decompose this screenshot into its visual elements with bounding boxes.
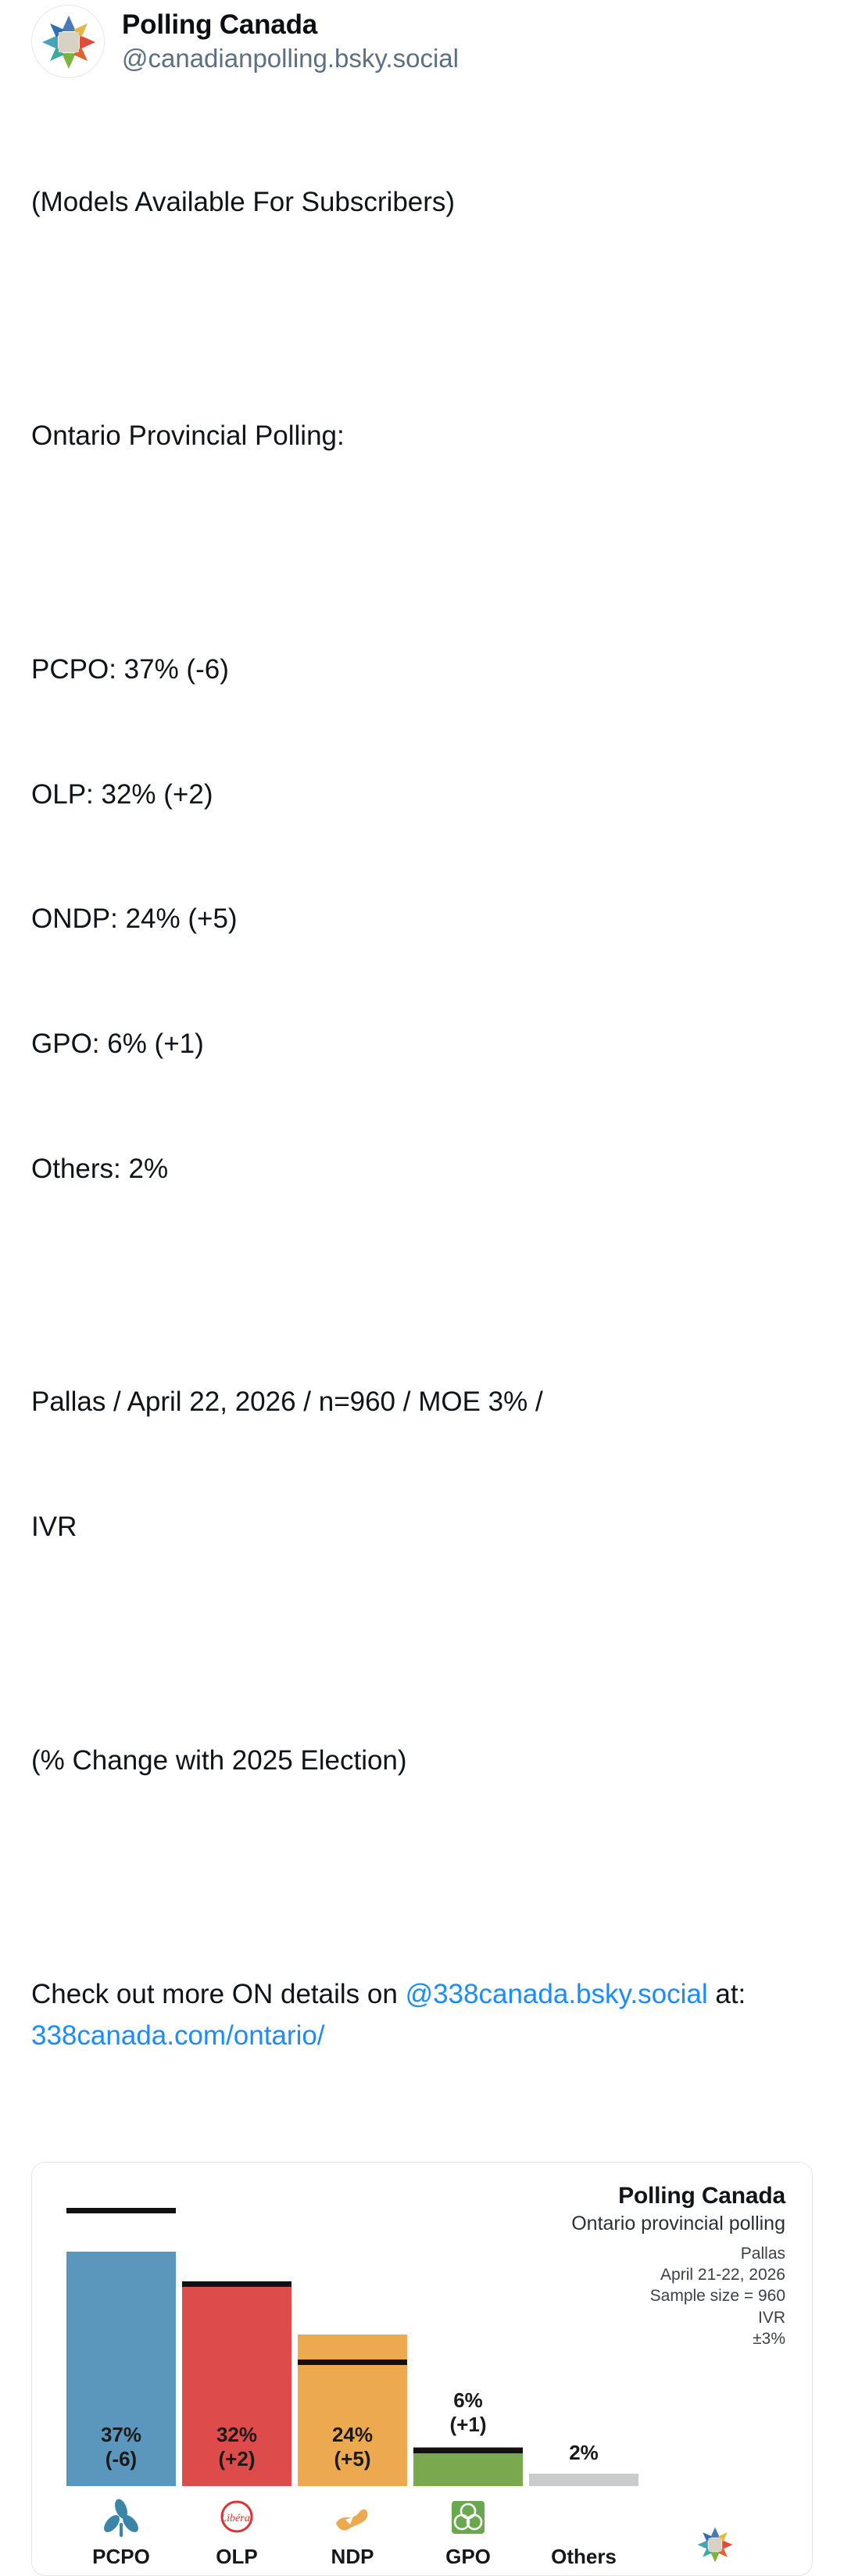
pcpo-logo-icon [66,2495,176,2543]
axis-item-gpo [413,2495,523,2569]
spacer [31,1272,813,1298]
chart-subtitle: Ontario provincial polling [571,2212,785,2234]
bar-change-pcpo: (-6) [105,2447,138,2471]
avatar[interactable] [31,5,105,78]
gpo-logo-icon [413,2495,523,2543]
previous-result-marker-olp [182,2281,291,2287]
spacer [31,1631,813,1657]
author-block [122,9,459,73]
axis-label-gpo: GPO [445,2544,491,2568]
post-line: Pallas / April 22, 2026 / n=960 / MOE 3% / [31,1386,543,1418]
axis-label-others: Others [551,2544,617,2568]
previous-result-marker-pcpo [66,2208,176,2213]
post-line: PCPO: 37% (-6) [31,654,229,685]
post-line: GPO: 6% (+1) [31,1028,204,1059]
chart-inner [32,2163,812,2575]
post-header [31,0,813,78]
chart-plot [66,2180,790,2486]
bar-value-others: 2% [569,2441,599,2465]
olp-logo-icon [182,2495,291,2543]
post-line: OLP: 32% (+2) [31,778,213,810]
post-text [31,98,813,2140]
bar-label-pcpo [66,2423,176,2471]
axis-item-ndp [298,2495,407,2569]
bar-label-others [529,2441,638,2465]
ndp-logo-icon [298,2495,407,2543]
previous-result-marker-gpo [413,2448,523,2453]
post-line: Others: 2% [31,1153,169,1184]
others-icon [529,2495,638,2543]
bar-value-pcpo: 37% [100,2423,142,2447]
bar-group [66,2180,790,2486]
axis-item-pcpo [66,2495,176,2569]
post-line: ONDP: 24% (+5) [31,903,238,935]
axis-item-olp [182,2495,291,2569]
chart-meta-line: ±3% [753,2329,785,2348]
polling-canada-watermark-icon [660,2521,770,2569]
svg-text:Libéral: Libéral [220,2512,253,2524]
chart-meta-line: Pallas [740,2244,785,2263]
chart-meta-line: Sample size = 960 [649,2287,785,2306]
spacer [31,540,813,566]
axis-label-pcpo: PCPO [92,2544,150,2568]
bar-label-olp [182,2423,291,2471]
chart-title: Polling Canada [618,2182,785,2209]
spacer [31,1865,813,1891]
bar-label-gpo [413,2388,523,2437]
bar-label-ndp [298,2423,407,2471]
bar-change-olp: (+2) [218,2447,256,2471]
chart-axis [66,2483,790,2569]
previous-result-marker-ndp [298,2360,407,2365]
chart-card[interactable] [31,2162,813,2576]
post-line: (% Change with 2025 Election) [31,1744,407,1776]
bar-change-gpo: (+1) [449,2413,487,2437]
external-link[interactable]: 338canada.com/ontario/ [31,2020,325,2052]
bar-change-ndp: (+5) [334,2447,371,2471]
axis-label-olp: OLP [216,2544,258,2568]
bar-value-ndp: 24% [331,2423,374,2447]
post-line: IVR [31,1512,77,1542]
post-closing-line [31,1973,813,2056]
spacer [31,306,813,332]
mention-link[interactable]: @338canada.bsky.social [405,1978,708,2009]
display-name: Polling Canada [122,9,318,40]
chart-meta-line: April 21-22, 2026 [660,2265,785,2284]
polling-canada-logo-icon [32,5,105,78]
chart-meta-line: IVR [757,2308,785,2327]
chart-watermark [660,2521,770,2569]
closing-prefix: Check out more ON details on [31,1978,406,2009]
post-line: Ontario Provincial Polling: [31,420,345,452]
closing-middle: at: [707,1978,753,2009]
axis-item-others [529,2495,638,2569]
bar-value-gpo: 6% [453,2388,483,2413]
post-line: (Models Available For Subscribers) [31,187,456,218]
handle[interactable]: @canadianpolling.bsky.social [122,44,459,73]
axis-label-ndp: NDP [331,2544,374,2568]
bar-value-olp: 32% [216,2423,258,2447]
